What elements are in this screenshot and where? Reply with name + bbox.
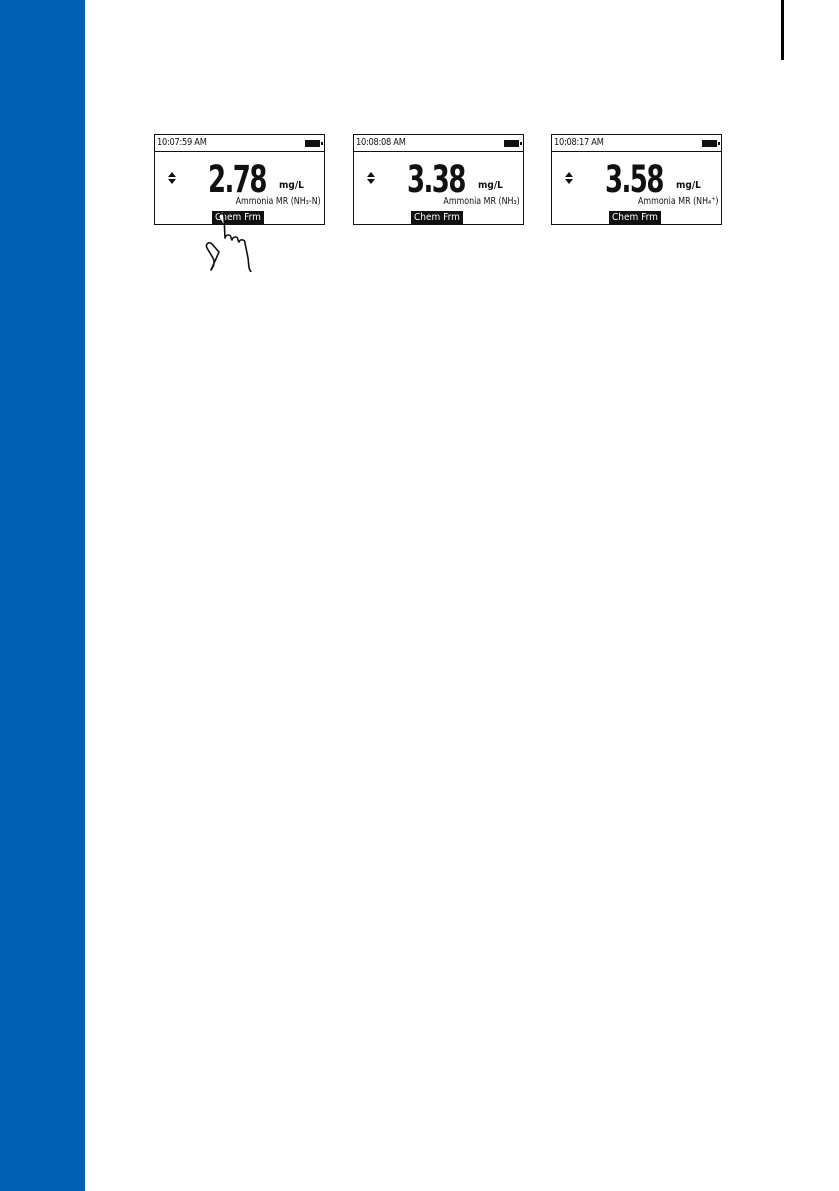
meter-screen-2 bbox=[353, 134, 524, 225]
up-down-arrows-icon[interactable] bbox=[565, 172, 573, 184]
chem-frm-tab[interactable]: Chem Frm bbox=[609, 211, 661, 224]
page-corner-rule bbox=[781, 0, 784, 60]
clock-time: 10:08:08 AM bbox=[356, 137, 406, 148]
method-name: Ammonia MR (NH₄⁺) bbox=[637, 196, 718, 207]
measurement-value: 3.38 bbox=[407, 158, 465, 201]
measurement-unit: mg/L bbox=[676, 180, 701, 191]
measurement-unit: mg/L bbox=[279, 180, 304, 191]
method-name: Ammonia MR (NH₃-N) bbox=[235, 196, 321, 207]
status-bar bbox=[552, 135, 721, 152]
battery-icon bbox=[504, 140, 519, 147]
battery-icon bbox=[702, 140, 717, 147]
pointing-hand-icon bbox=[205, 212, 261, 272]
up-down-arrows-icon[interactable] bbox=[367, 172, 375, 184]
method-name: Ammonia MR (NH₃) bbox=[443, 196, 520, 207]
measurement-value: 3.58 bbox=[605, 158, 663, 201]
clock-time: 10:07:59 AM bbox=[157, 137, 207, 148]
clock-time: 10:08:17 AM bbox=[554, 137, 604, 148]
battery-icon bbox=[305, 140, 320, 147]
status-bar bbox=[354, 135, 523, 152]
chem-frm-tab[interactable]: Chem Frm bbox=[212, 211, 264, 224]
status-bar bbox=[155, 135, 324, 152]
meter-screen-3 bbox=[551, 134, 722, 225]
chapter-side-bar bbox=[0, 0, 85, 1191]
up-down-arrows-icon[interactable] bbox=[168, 172, 176, 184]
measurement-unit: mg/L bbox=[478, 180, 503, 191]
measurement-value: 2.78 bbox=[208, 158, 266, 201]
chem-frm-tab[interactable]: Chem Frm bbox=[411, 211, 463, 224]
